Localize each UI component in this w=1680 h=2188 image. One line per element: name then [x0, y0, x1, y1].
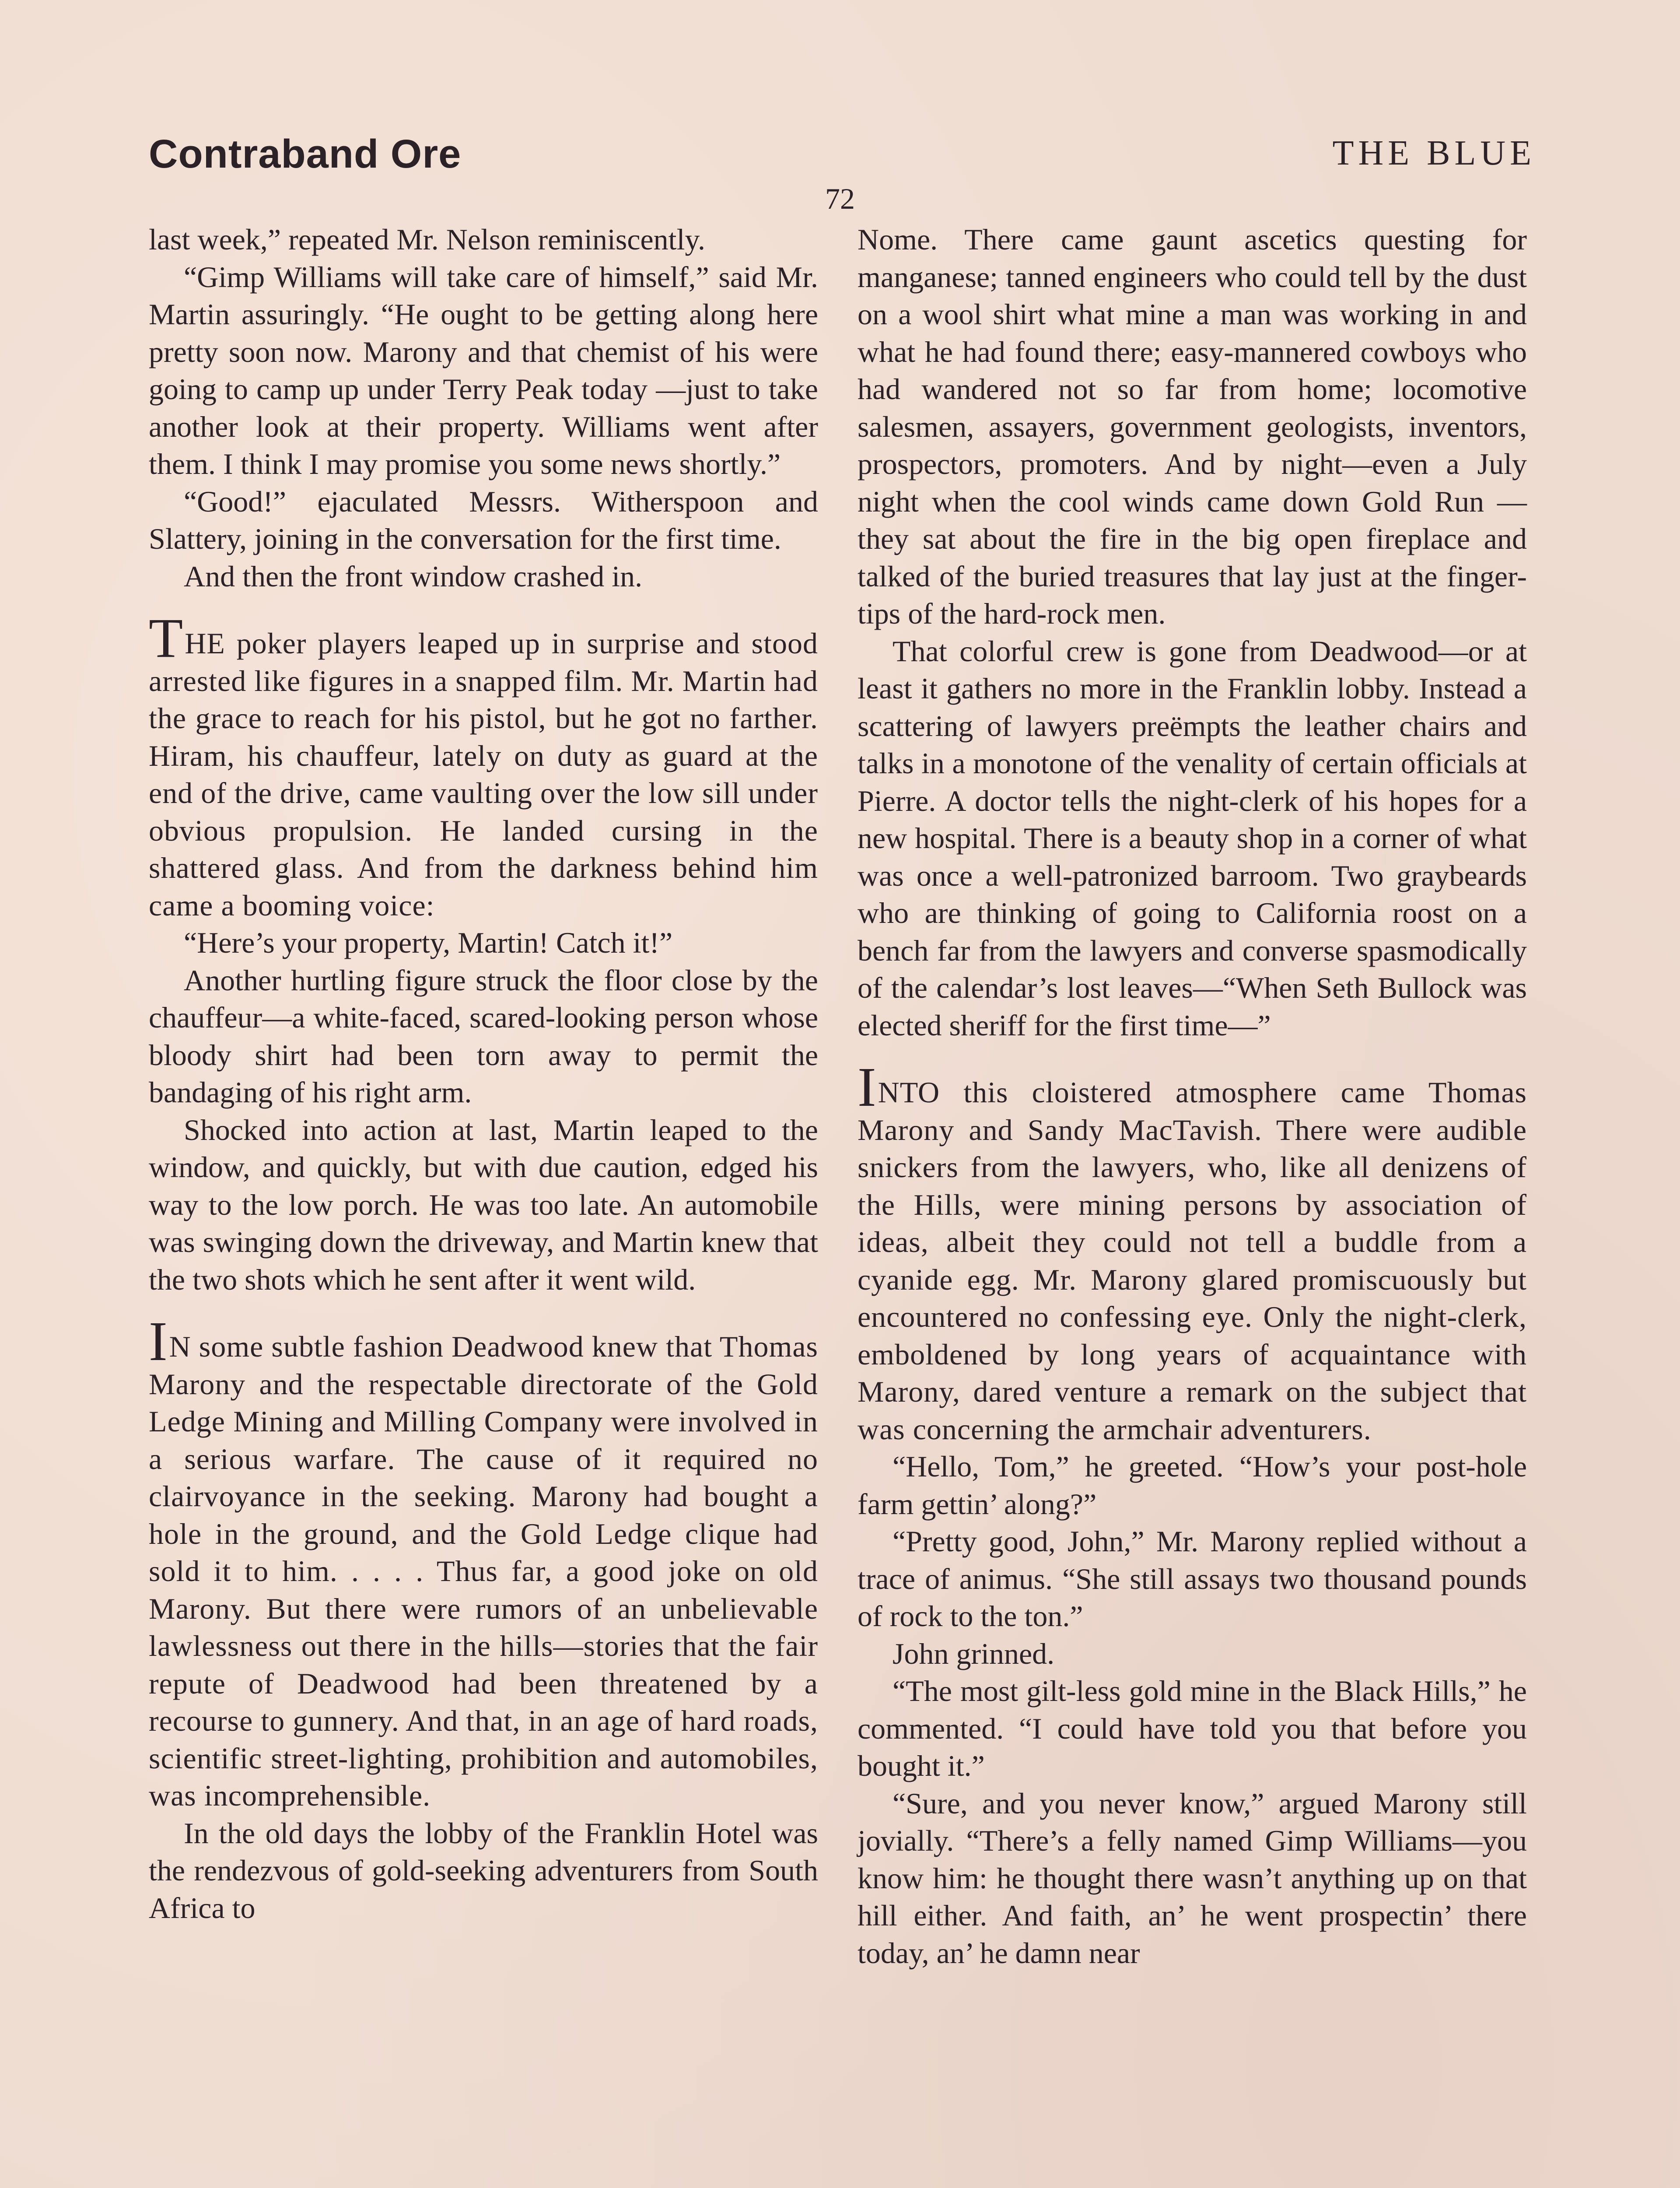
paragraph-text: NTO this cloistered atmosphere came Thomas Marony and Sandy MacTavish. There were audible snickers from the lawyers, who, like all denizens of the Hills, were mining persons by association of ideas, albeit they could not tell a buddle from a cyanide egg. Mr. Marony glared promiscuously but encountered no confessing eye. Only the night-clerk, emboldened by long years of acquaintance with Marony, dared venture a remark on the subject that was concerning the armchair adventurers.	[858, 1076, 1527, 1446]
drop-cap: I	[149, 1310, 168, 1372]
drop-cap: I	[858, 1056, 876, 1118]
left-column	[149, 221, 818, 1927]
paragraph: That colorful crew is gone from Deadwood—or at least it gathers no more in the Franklin lobby. Instead a scattering of lawyers preëmpts the leather chairs and talks in a monotone of the venality of certain officials at Pierre. A doctor tells the night-clerk of his hopes for a new hospital. There is a beauty shop in a corner of what was once a well-patronized barroom. Two graybeards who are thinking of going to California roost on a bench far from the lawyers and converse spasmodically of the calendar’s lost leaves—“When Seth Bullock was elected sheriff for the first time—”	[858, 634, 1527, 1042]
section-paragraph	[149, 1310, 818, 1815]
paragraph: “Here’s your property, Martin! Catch it!”	[184, 926, 673, 959]
paragraph-text: HE poker players leaped up in surprise and stood arrested like figures in a snapped film. Mr. Martin had the grace to reach for his pistol, but he got no farther. Hiram, his chauffeur, lately on duty as guard at the end of the drive, came vaulting over the low sill under obvious propulsion. He landed cursing in the shattered glass. And from the darkness behind him came a booming voice:	[149, 627, 818, 922]
paragraph: And then the front window crashed in.	[184, 559, 643, 593]
paragraph: “Good!” ejaculated Messrs. Witherspoon and Slattery, joining in the conversation for the first time.	[149, 484, 818, 555]
paragraph: Nome. There came gaunt ascetics questing for manganese; tanned engineers who could tell by the dust on a wool shirt what mine a man was working in and what he had found there; easy-mannered cowboys who had wandered not so far from home; locomotive salesmen, assayers, government geologists, inventors, prospectors, promoters. And by night—even a July night when the cool winds came down Gold Run —they sat about the fire in the big open fireplace and talked of the buried treasures that lay just at the finger-tips of the hard-rock men.	[858, 223, 1527, 630]
page-number: 72	[825, 182, 855, 215]
paragraph: In the old days the lobby of the Franklin Hotel was the rendezvous of gold-seeking adventurers from South Africa to	[149, 1816, 818, 1925]
paragraph: Shocked into action at last, Martin leaped to the window, and quickly, but with due caution, edged his way to the low porch. He was too late. An automobile was swinging down the driveway, and Martin knew that the two shots which he sent after it went wild.	[149, 1113, 818, 1296]
story-title: Contraband Ore	[149, 132, 462, 176]
paragraph: last week,” repeated Mr. Nelson reminiscently.	[149, 223, 706, 256]
right-column	[858, 221, 1527, 1972]
paragraph: Another hurtling figure struck the floor close by the chauffeur—a white-faced, scared-looking person whose bloody shirt had been torn away to permit the bandaging of his right arm.	[149, 963, 818, 1109]
paragraph: John grinned.	[892, 1637, 1055, 1670]
section-paragraph	[149, 607, 818, 924]
paragraph: “Hello, Tom,” he greeted. “How’s your post-hole farm gettin’ along?”	[858, 1450, 1527, 1521]
section-paragraph	[858, 1056, 1527, 1448]
paragraph: “The most gilt-less gold mine in the Black Hills,” he commented. “I could have told you that before you bought it.”	[858, 1674, 1527, 1782]
paragraph-text: N some subtle fashion Deadwood knew that Thomas Marony and the respectable directorate of the Gold Ledge Mining and Milling Company were involved in a serious warfare. The cause of it required no clairvoyance in the seeking. Marony had bought a hole in the ground, and the Gold Ledge clique had sold it to him. . . . . Thus far, a good joke on old Marony. But there were rumors of an unbelievable lawlessness out there in the hills—stories that the fair repute of Deadwood had been threatened by a recourse to gunnery. And that, in an age of hard roads, scientific street-lighting, prohibition and automobiles, was incomprehensible.	[149, 1330, 818, 1812]
paragraph: “Gimp Williams will take care of himself,” said Mr. Martin assuringly. “He ought to be getting along here pretty soon now. Marony and that chemist of his were going to camp up under Terry Peak today —just to take another look at their property. Williams went after them. I think I may promise you some news shortly.”	[149, 260, 818, 480]
magazine-name: THE BLUE	[1332, 134, 1536, 172]
drop-cap: T	[149, 607, 183, 669]
paragraph: “Sure, and you never know,” argued Marony still jovially. “There’s a felly named Gimp Williams—you know him: he thought there wasn’t anything up on that hill either. And faith, an’ he went prospectin’ there today, an’ he damn near	[858, 1786, 1527, 1970]
paragraph: “Pretty good, John,” Mr. Marony replied without a trace of animus. “She still assays two thousand pounds of rock to the ton.”	[858, 1525, 1527, 1633]
